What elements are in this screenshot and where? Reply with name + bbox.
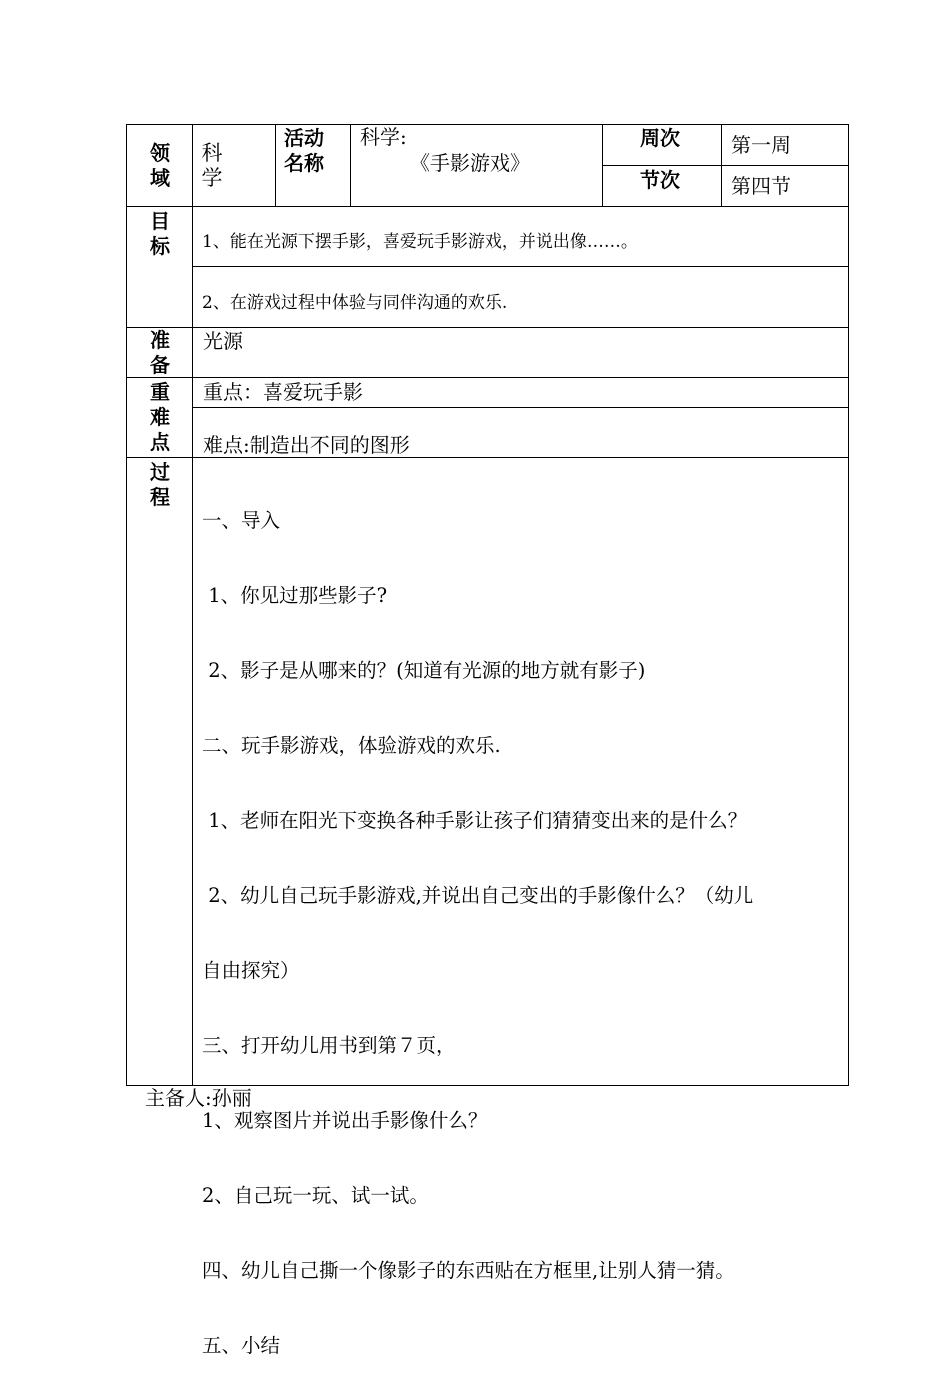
row-divider [602, 165, 849, 166]
row-divider [192, 266, 849, 267]
process-line: 1、老师在阳光下变换各种手影让孩子们猜猜变出来的是什么？ [202, 809, 748, 832]
row-divider [126, 327, 849, 328]
col-divider [350, 124, 351, 206]
process-line: 二、玩手影游戏，体验游戏的欢乐. [202, 734, 501, 757]
process-line: 1、观察图片并说出手影像什么？ [202, 1109, 488, 1132]
process-content [202, 458, 753, 1383]
col-divider [275, 124, 276, 206]
process-line: 2、影子是从哪来的？(知道有光源的地方就有影子) [202, 659, 646, 682]
process-line: 四、幼儿自己撕一个像影子的东西贴在方框里,让别人猜一猜。 [202, 1259, 735, 1282]
domain-label: 领域 [150, 141, 170, 190]
key-points-label: 重难点 [150, 380, 170, 454]
process-line: 一、导入 [202, 509, 281, 532]
process-label: 过程 [150, 460, 170, 509]
process-line: 2、幼儿自己玩手影游戏,并说出自己变出的手影像什么？（幼儿 [202, 884, 754, 907]
preparer: 主备人:孙丽 [145, 1086, 252, 1110]
domain-value: 科学 [201, 141, 223, 190]
process-line: 1、你见过那些影子? [202, 584, 388, 607]
goals-label: 目标 [150, 209, 170, 258]
difficult-point: 难点:制造出不同的图形 [203, 433, 410, 457]
prep-label: 准备 [150, 328, 170, 377]
goal-item: 1、能在光源下摆手影，喜爱玩手影游戏，并说出像……。 [202, 232, 638, 252]
row-divider [126, 377, 849, 378]
col-divider [721, 124, 722, 206]
row-divider [192, 407, 849, 408]
activity-name-label: 活动名称 [284, 126, 324, 175]
key-point: 重点：喜爱玩手影 [203, 380, 363, 404]
col-divider [192, 124, 193, 1086]
process-line: 自由探究） [202, 959, 300, 982]
col-divider [602, 124, 603, 206]
goal-item: 2、在游戏过程中体验与同伴沟通的欢乐. [202, 293, 508, 313]
week-label: 周次 [640, 126, 680, 150]
session-value: 第四节 [731, 174, 791, 198]
process-line: 三、打开幼儿用书到第７页， [202, 1034, 456, 1057]
session-label: 节次 [640, 168, 680, 192]
process-line: 五、小结 [202, 1334, 281, 1357]
process-line: 2、自己玩一玩、试一试。 [202, 1184, 429, 1207]
week-value: 第一周 [731, 133, 791, 157]
activity-title: 《手影游戏》 [410, 151, 530, 175]
prep-value: 光源 [203, 329, 243, 353]
row-divider [126, 206, 849, 207]
activity-subject: 科学: [360, 125, 407, 149]
